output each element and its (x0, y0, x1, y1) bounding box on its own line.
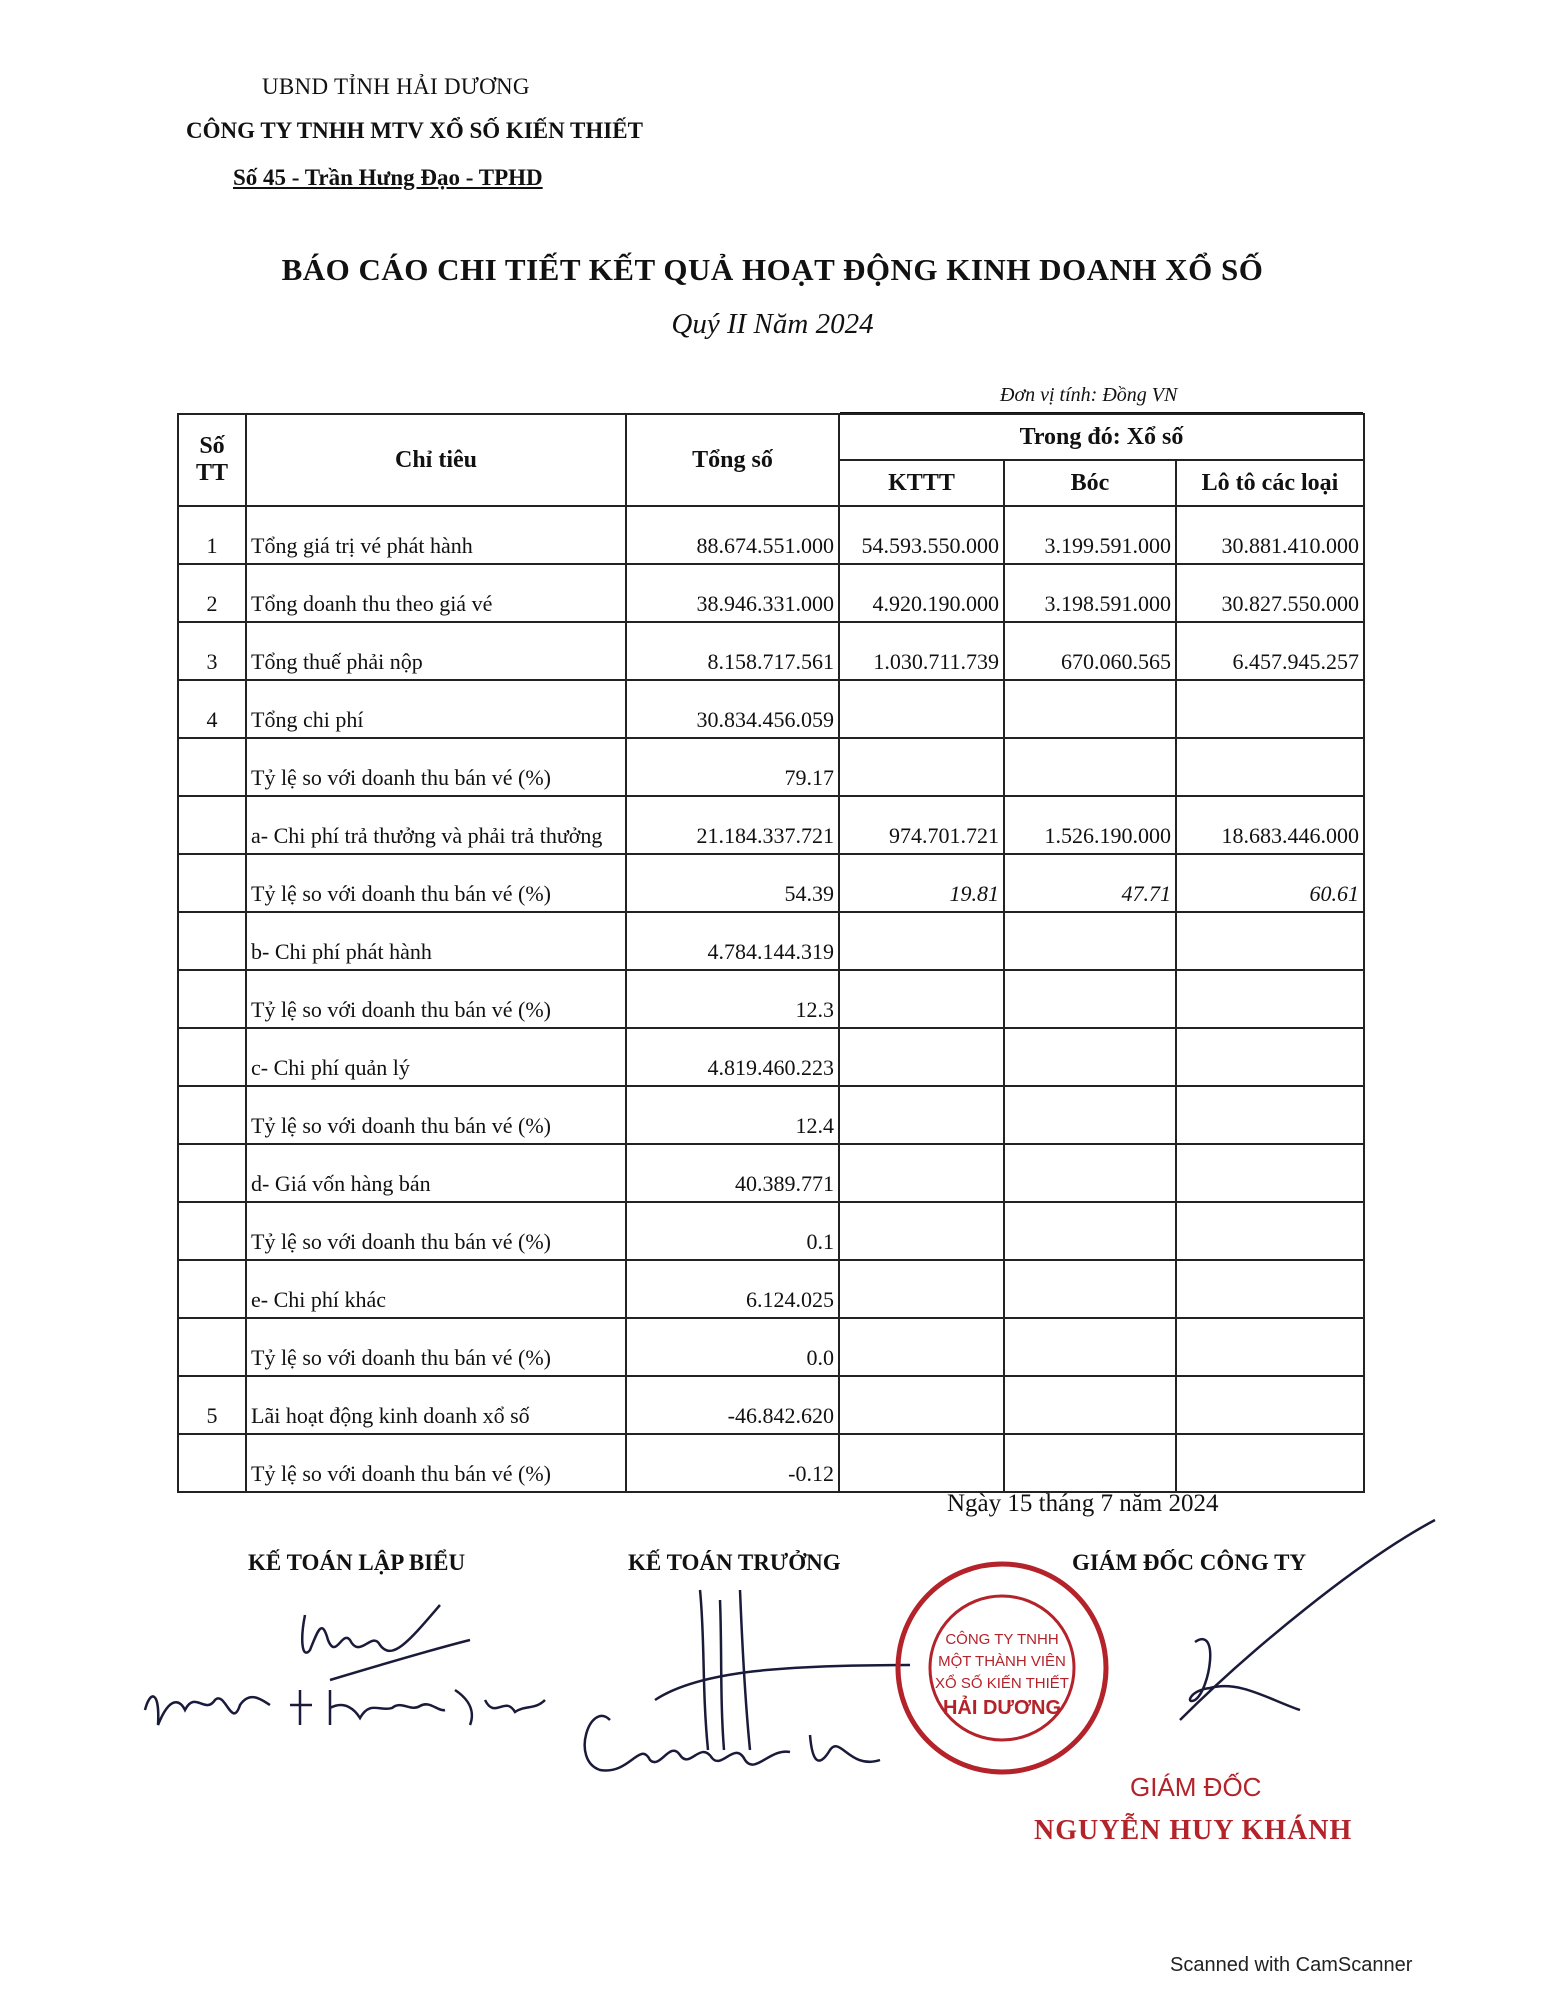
row-loto-value: 30.827.550.000 (1176, 564, 1364, 622)
svg-text:HẢI DƯƠNG: HẢI DƯƠNG (942, 1697, 1062, 1719)
row-total-value: 30.834.456.059 (626, 680, 839, 738)
row-total-value: 4.819.460.223 (626, 1028, 839, 1086)
row-indicator: d- Giá vốn hàng bán (246, 1144, 626, 1202)
svg-text:CÔNG TY TNHH: CÔNG TY TNHH (945, 1631, 1059, 1648)
director-name: NGUYỄN HUY KHÁNH (1034, 1815, 1353, 1846)
row-indicator: c- Chi phí quản lý (246, 1028, 626, 1086)
row-indicator: Tỷ lệ so với doanh thu bán vé (%) (246, 1202, 626, 1260)
chief-accountant-signature (585, 1590, 910, 1770)
row-stt: 2 (178, 564, 246, 622)
row-indicator: Tỷ lệ so với doanh thu bán vé (%) (246, 1086, 626, 1144)
header-total: Tổng số (626, 414, 839, 506)
header-boc: Bóc (1004, 460, 1176, 506)
row-stt: 4 (178, 680, 246, 738)
row-total-value: 0.1 (626, 1202, 839, 1260)
row-indicator: Tổng thuế phải nộp (246, 622, 626, 680)
row-indicator: Tỷ lệ so với doanh thu bán vé (%) (246, 970, 626, 1028)
row-total-value: 6.124.025 (626, 1260, 839, 1318)
row-total-value: 12.4 (626, 1086, 839, 1144)
row-total-value: 88.674.551.000 (626, 506, 839, 564)
row-stt: 5 (178, 1376, 246, 1434)
row-indicator: Tỷ lệ so với doanh thu bán vé (%) (246, 1434, 626, 1492)
row-kttt-value: 974.701.721 (839, 796, 1004, 854)
row-boc-value: 3.199.591.000 (1004, 506, 1176, 564)
row-boc-value: 47.71 (1004, 854, 1176, 912)
row-loto-value: 30.881.410.000 (1176, 506, 1364, 564)
svg-text:XỔ SỐ KIẾN THIẾT: XỔ SỐ KIẾN THIẾT (935, 1675, 1069, 1692)
row-indicator: Tổng doanh thu theo giá vé (246, 564, 626, 622)
row-loto-value: 6.457.945.257 (1176, 622, 1364, 680)
org-address: Số 45 - Trần Hưng Đạo - TPHD (233, 165, 543, 190)
row-indicator: a- Chi phí trả thưởng và phải trả thưởng (246, 796, 626, 854)
row-total-value: 12.3 (626, 970, 839, 1028)
row-total-value: 54.39 (626, 854, 839, 912)
row-total-value: -46.842.620 (626, 1376, 839, 1434)
row-kttt-value: 4.920.190.000 (839, 564, 1004, 622)
org-line-1: UBND TỈNH HẢI DƯƠNG (262, 74, 530, 99)
row-total-value: 0.0 (626, 1318, 839, 1376)
header-group-lottery: Trong đó: Xổ số (839, 414, 1364, 460)
row-indicator: Tỷ lệ so với doanh thu bán vé (%) (246, 854, 626, 912)
row-indicator: Tỷ lệ so với doanh thu bán vé (%) (246, 1318, 626, 1376)
row-indicator: Tỷ lệ so với doanh thu bán vé (%) (246, 738, 626, 796)
row-total-value: 40.389.771 (626, 1144, 839, 1202)
row-boc-value: 670.060.565 (1004, 622, 1176, 680)
report-title: BÁO CÁO CHI TIẾT KẾT QUẢ HOẠT ĐỘNG KINH DOANH XỔ SỐ (281, 252, 1264, 287)
row-total-value: 4.784.144.319 (626, 912, 839, 970)
org-line-2: CÔNG TY TNHH MTV XỔ SỐ KIẾN THIẾT (186, 118, 643, 143)
row-stt: 3 (178, 622, 246, 680)
report-period: Quý II Năm 2024 (671, 308, 874, 340)
row-kttt-value: 54.593.550.000 (839, 506, 1004, 564)
report-date: Ngày 15 tháng 7 năm 2024 (947, 1490, 1219, 1517)
row-kttt-value: 1.030.711.739 (839, 622, 1004, 680)
row-indicator: b- Chi phí phát hành (246, 912, 626, 970)
row-indicator: e- Chi phí khác (246, 1260, 626, 1318)
currency-unit: Đơn vị tính: Đồng VN (1000, 384, 1178, 406)
signer-chief-accountant-title: KẾ TOÁN TRƯỞNG (628, 1550, 841, 1575)
row-boc-value: 1.526.190.000 (1004, 796, 1176, 854)
header-stt: Số TT (178, 414, 246, 506)
row-stt: 1 (178, 506, 246, 564)
accountant-signature (302, 1605, 470, 1680)
header-indicator: Chỉ tiêu (246, 414, 626, 506)
row-total-value: 21.184.337.721 (626, 796, 839, 854)
header-loto: Lô tô các loại (1176, 460, 1364, 506)
row-boc-value: 3.198.591.000 (1004, 564, 1176, 622)
row-total-value: 38.946.331.000 (626, 564, 839, 622)
row-total-value: -0.12 (626, 1434, 839, 1492)
row-total-value: 8.158.717.561 (626, 622, 839, 680)
row-indicator: Lãi hoạt động kinh doanh xổ số (246, 1376, 626, 1434)
row-kttt-value: 19.81 (839, 854, 1004, 912)
row-loto-value: 60.61 (1176, 854, 1364, 912)
accountant-handwritten-name (145, 1690, 545, 1725)
row-total-value: 79.17 (626, 738, 839, 796)
row-loto-value: 18.683.446.000 (1176, 796, 1364, 854)
row-indicator: Tổng chi phí (246, 680, 626, 738)
company-stamp (898, 1564, 1106, 1772)
signer-director-title: GIÁM ĐỐC CÔNG TY (1072, 1550, 1307, 1575)
scanner-watermark: Scanned with CamScanner (1170, 1954, 1413, 1976)
director-role-label: GIÁM ĐỐC (1130, 1772, 1262, 1802)
director-signature (1180, 1520, 1435, 1720)
row-indicator: Tổng giá trị vé phát hành (246, 506, 626, 564)
header-kttt: KTTT (839, 460, 1004, 506)
svg-text:MỘT THÀNH VIÊN: MỘT THÀNH VIÊN (938, 1653, 1066, 1670)
signer-accountant-title: KẾ TOÁN LẬP BIỂU (248, 1550, 466, 1575)
